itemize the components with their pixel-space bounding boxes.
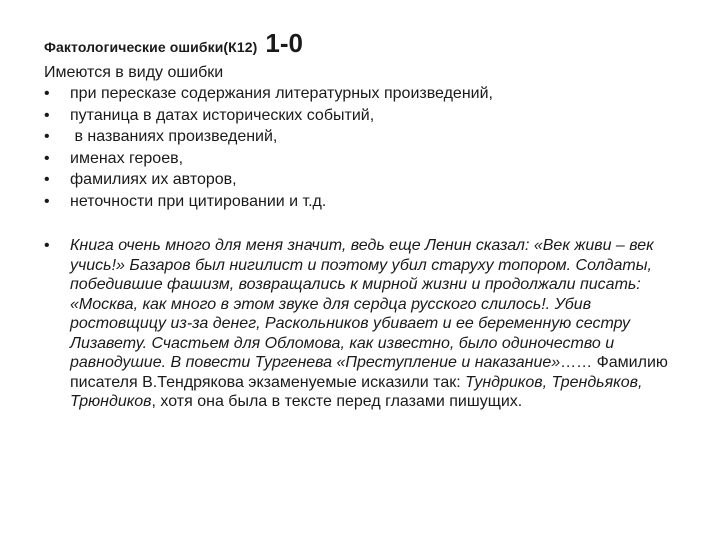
title-line [44,28,684,62]
intro-text: Имеются в виду ошибки [44,64,224,81]
score: 1-0 [265,28,303,58]
list-item: • при пересказе содержания литературных произведений, [44,83,684,105]
error-list [44,83,684,212]
list-item: • фамилиях их авторов, [44,169,684,191]
misspelled-names: Тундриков, Трендьяков, Трюндиков [70,373,643,410]
slide-title: Фактологические ошибки(К12) [44,39,258,55]
list-item: • именах героев, [44,148,684,170]
list-item: • неточности при цитировании и т.д. [44,191,684,213]
slide [44,28,684,412]
list-item: • путаница в датах исторических событий, [44,105,684,127]
example-plain-text: …… Фамилию писателя В.Тендрякова экзаменуемые исказили так: [70,354,668,391]
list-item: • в названиях произведений, [44,126,684,148]
example-ending-text: , хотя она была в тексте перед глазами пишущих. [151,393,523,410]
example-paragraph [44,236,680,412]
example-italic-text: Книга очень много для меня значит, ведь еще Ленин сказал: «Век живи – век учись!» Базаров был нигилист и поэтому убил старуху топором. Солдаты, победившие фашизм, возвращались к мирной жизни и продолжали писать: «Москва, как много в этом звуке для сердца русского слилось!. Убив ростовщицу из-за денег, Раскольников убивает и ее беременную сестру Лизавету. Счастьем для Обломова, как известно, было одиночество и равнодушие. В повести Тургенева «Преступление и наказание» [70,237,654,371]
